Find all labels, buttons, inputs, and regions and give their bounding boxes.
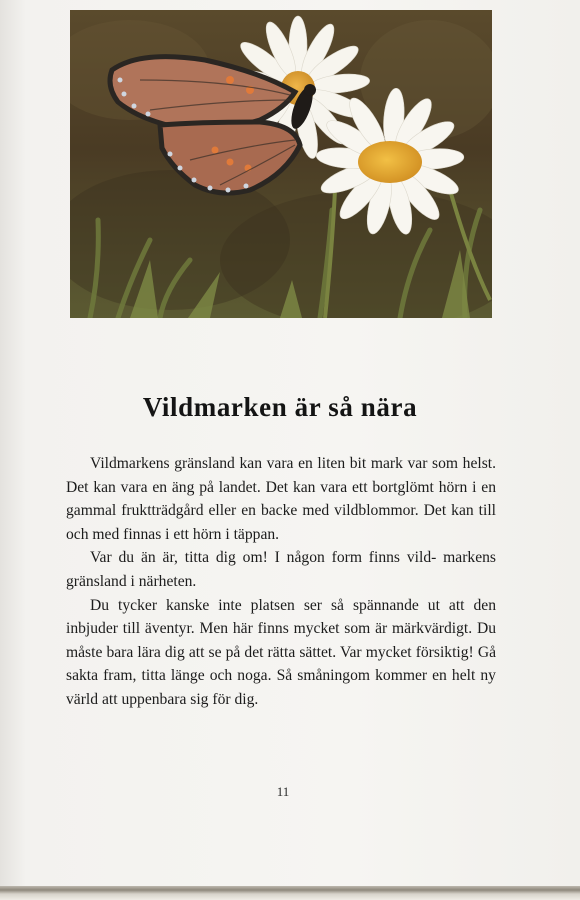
paragraph-3 (66, 594, 496, 712)
body-text (66, 452, 496, 712)
text-line: Du tycker kanske inte platsen ser så spännande ut att (90, 596, 465, 614)
page-number: 11 (276, 784, 290, 799)
text-line: uppenbara sig för dig. (121, 690, 259, 708)
text-line: markens gränsland i närheten. (66, 549, 496, 590)
text-line: ett bortglömt hörn i en gammal fruktträdgård eller en (66, 478, 496, 520)
book-edge (0, 886, 580, 900)
text-line: hörn i täppan. (192, 525, 280, 543)
text-line: som helst. Det kan vara en äng på landet. Det kan vara (66, 455, 496, 496)
text-line: och noga. Så småningom kommer en helt ny värld att (66, 667, 496, 708)
text-line: märkvärdigt. Du måste bara lära dig att se på det rätta (66, 620, 497, 661)
text-line: backe med vildblommor. Det kan till och med finnas i ett (66, 502, 497, 543)
text-line: Vildmarkens gränsland kan vara en liten bit mark var (90, 455, 428, 472)
paragraph-1 (66, 452, 496, 546)
text-line: Var du än är, titta dig om! I någon form finns vild- (90, 549, 437, 567)
paragraph-2 (66, 546, 496, 593)
text-line: den inbjuder till äventyr. Men här finns mycket som är (66, 596, 496, 638)
butterfly-photo (70, 10, 492, 318)
chapter-title: Vildmarken är så nära (142, 392, 418, 422)
text-line: sättet. Var mycket försiktig! Gå sakta fram, titta länge (66, 643, 496, 685)
